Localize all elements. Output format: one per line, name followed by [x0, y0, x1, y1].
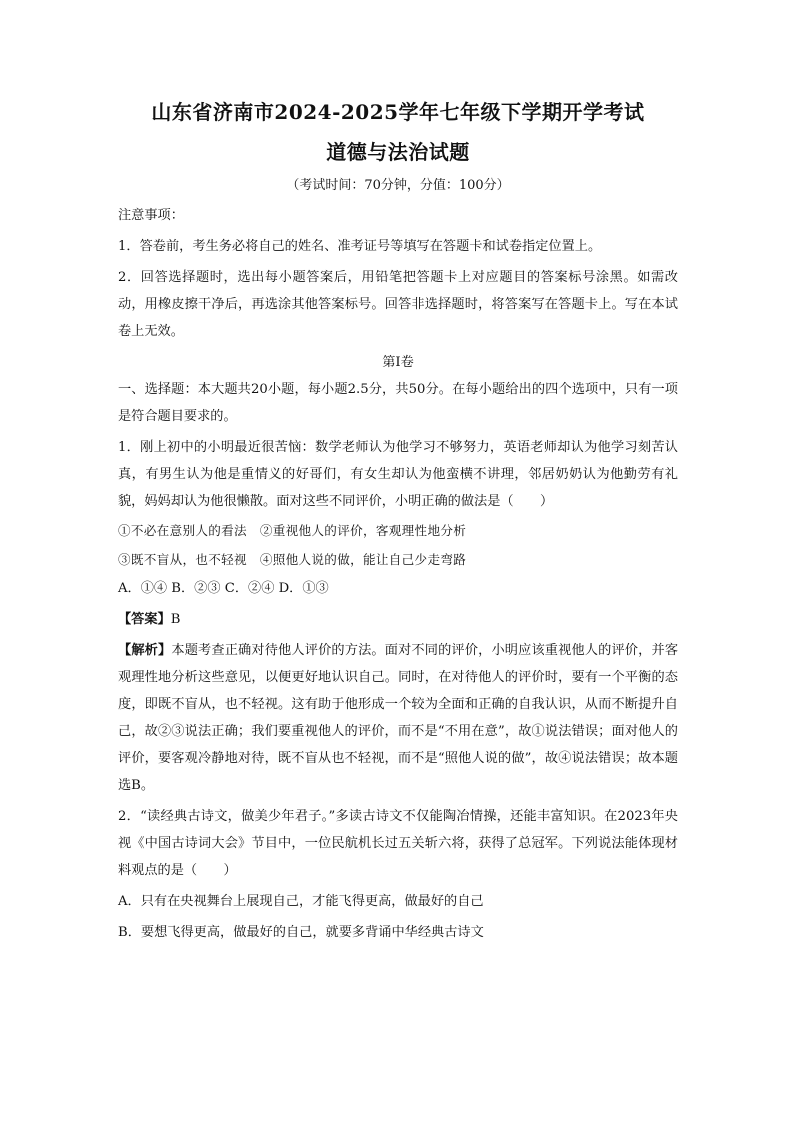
section-instruction: 一、选择题：本大题共20小题，每小题2.5分，共50分。在每小题给出的四个选项中，只有一项是符合题目要求的。: [118, 382, 678, 424]
analysis-text: 本题考查正确对待他人评价的方法。面对不同的评价，小明应该重视他人的评价，并客观理性地分析这些意见，以便更好地认识自己。同时，在对待他人的评价时，要有一个平衡的态度，即既不盲从，也不轻视。这有助于他形成一个较为全面和正确的自我认识，从而不断提升自己，故②③说法正确；我们要重视他人的评价，而不是“不用在意”，故①说法错误；面对他人的评价，要客观冷静地对待，既不盲从也不轻视，而不是“照他人说的做”，故④说法错误；故本题选B。: [118, 643, 679, 793]
notes-item-1: 1．答卷前，考生务必将自己的姓名、准考证号等填写在答题卡和试卷指定位置上。: [118, 239, 602, 254]
notes-heading: 注意事项：: [118, 208, 184, 223]
question-1-statements-1: ①不必在意别人的看法 ②重视他人的评价，客观理性地分析: [118, 523, 467, 538]
question-1-choices: A．①④ B．②③ C．②④ D．①③: [118, 581, 329, 596]
question-1-analysis: [118, 637, 678, 799]
question-2-option-b: B．要想飞得更高，做最好的自己，就要多背诵中华经典古诗文: [118, 925, 484, 940]
question-2-stem: 2．“读经典古诗文，做美少年君子。”多读古诗文不仅能陶冶情操，还能丰富知识。在2023年央视《中国古诗词大会》节目中，一位民航机长过五关斩六将，获得了总冠军。下列说法能体现材料观点的是（ ）: [118, 809, 678, 878]
exam-subtitle: 道德与法治试题: [326, 140, 470, 164]
question-1-answer: [118, 606, 678, 633]
analysis-tag: 【解析】: [118, 643, 172, 658]
answer-tag: 【答案】: [118, 612, 171, 627]
question-1-statements-2: ③既不盲从，也不轻视 ④照他人说的做，能让自己少走弯路: [118, 552, 467, 567]
section-title: 第Ⅰ卷: [382, 355, 414, 370]
exam-info: （考试时间：70分钟，分值：100分）: [286, 178, 510, 193]
question-2-option-a: A．只有在央视舞台上展现自己，才能飞得更高，做最好的自己: [118, 894, 484, 909]
notes-item-2: 2．回答选择题时，选出每小题答案后，用铅笔把答题卡上对应题目的答案标号涂黑。如需改动，用橡皮擦干净后，再选涂其他答案标号。回答非选择题时，将答案写在答题卡上。写在本试卷上无效。: [118, 270, 678, 339]
exam-title: 山东省济南市2024-2025学年七年级下学期开学考试: [151, 100, 645, 124]
answer-value: B: [170, 612, 181, 627]
question-1-stem: 1．刚上初中的小明最近很苦恼：数学老师认为他学习不够努力，英语老师却认为他学习刻苦认真，有男生认为他是重情义的好哥们，有女生却认为他蛮横不讲理，邻居奶奶认为他勤劳有礼貌，妈妈却认为他很懒散。面对这些不同评价，小明正确的做法是（ ）: [118, 440, 678, 509]
exam-page: [118, 98, 678, 946]
